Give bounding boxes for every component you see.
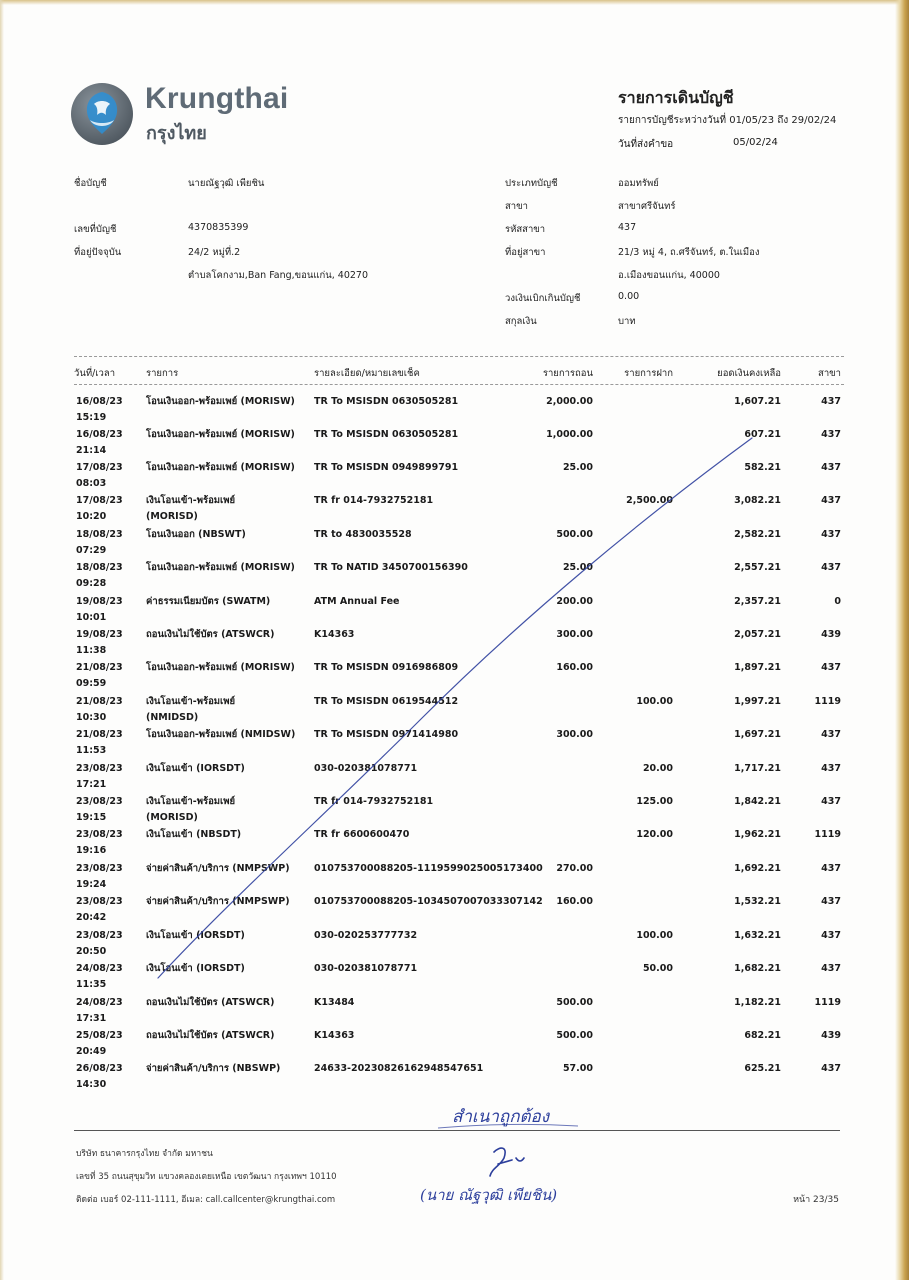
footer-rule	[74, 1130, 840, 1131]
row-transaction: ถอนเงินไม่ใช้บัตร (ATSWCR)	[146, 997, 275, 1008]
table-row	[0, 560, 909, 593]
row-transaction: เงินโอนเข้า-พร้อมเพย์ (MORISD)	[146, 796, 236, 823]
table-row	[0, 460, 909, 493]
account-number-value: 4370835399	[188, 222, 249, 233]
row-transaction: ถอนเงินไม่ใช้บัตร (ATSWCR)	[146, 629, 275, 640]
row-detail: TR To MSISDN 0619544512	[314, 696, 459, 707]
account-type-label: ประเภทบัญชี	[505, 178, 558, 189]
branch-label: สาขา	[505, 201, 528, 212]
overdraft-value: 0.00	[618, 291, 640, 302]
row-balance: 682.21	[744, 1030, 781, 1041]
table-row	[0, 493, 909, 526]
row-detail: TR fr 6600600470	[314, 829, 410, 840]
table-row	[0, 928, 909, 961]
row-date: 19/08/23 10:01	[76, 596, 123, 623]
branch-code-label: รหัสสาขา	[505, 224, 546, 235]
row-date: 23/08/23 20:50	[76, 930, 123, 957]
row-detail: TR fr 014-7932752181	[314, 796, 434, 807]
signature-certify-text: สำเนาถูกต้อง	[452, 1107, 550, 1127]
row-withdraw: 300.00	[556, 629, 593, 640]
row-date: 23/08/23 20:42	[76, 896, 123, 923]
row-transaction: จ่ายค่าสินค้า/บริการ (NMPSWP)	[146, 863, 290, 874]
row-branch: 437	[821, 495, 841, 506]
row-transaction: เงินโอนเข้า (IORSDT)	[146, 963, 245, 974]
branch-value: สาขาศรีจันทร์	[618, 201, 676, 212]
document-title: รายการเดินบัญชี	[618, 88, 734, 107]
row-date: 21/08/23 10:30	[76, 696, 123, 723]
table-row	[0, 761, 909, 794]
table-row	[0, 1061, 909, 1094]
row-date: 21/08/23 11:53	[76, 729, 123, 756]
row-withdraw: 270.00	[556, 863, 593, 874]
row-transaction: ถอนเงินไม่ใช้บัตร (ATSWCR)	[146, 1030, 275, 1041]
row-withdraw: 500.00	[556, 997, 593, 1008]
row-withdraw: 200.00	[556, 596, 593, 607]
row-date: 25/08/23 20:49	[76, 1030, 123, 1057]
row-detail: TR To MSISDN 0916986809	[314, 662, 459, 673]
row-detail: K14363	[314, 629, 355, 640]
row-branch: 437	[821, 863, 841, 874]
row-balance: 1,997.21	[734, 696, 781, 707]
row-withdraw: 500.00	[556, 529, 593, 540]
table-row	[0, 594, 909, 627]
row-transaction: โอนเงินออก-พร้อมเพย์ (MORISW)	[146, 429, 295, 440]
row-balance: 582.21	[744, 462, 781, 473]
account-number-label: เลขที่บัญชี	[74, 224, 117, 235]
row-deposit: 120.00	[636, 829, 673, 840]
row-date: 24/08/23 17:31	[76, 997, 123, 1024]
row-balance: 3,082.21	[734, 495, 781, 506]
table-row	[0, 394, 909, 427]
signature-underline	[438, 1124, 578, 1128]
row-balance: 1,182.21	[734, 997, 781, 1008]
account-name-label: ชื่อบัญชี	[74, 178, 107, 189]
row-balance: 1,842.21	[734, 796, 781, 807]
row-deposit: 2,500.00	[626, 495, 673, 506]
currency-value: บาท	[618, 316, 636, 327]
row-branch: 437	[821, 763, 841, 774]
footer-company: บริษัท ธนาคารกรุงไทย จำกัด มหาชน	[76, 1149, 213, 1159]
row-date: 23/08/23 19:24	[76, 863, 123, 890]
row-date: 24/08/23 11:35	[76, 963, 123, 990]
address-label: ที่อยู่ปัจจุบัน	[74, 247, 122, 258]
table-row	[0, 694, 909, 727]
row-branch: 437	[821, 529, 841, 540]
table-row	[0, 794, 909, 827]
row-branch: 437	[821, 963, 841, 974]
row-deposit: 20.00	[642, 763, 673, 774]
table-row	[0, 627, 909, 660]
row-balance: 1,717.21	[734, 763, 781, 774]
overdraft-label: วงเงินเบิกเกินบัญชี	[505, 293, 581, 304]
row-transaction: เงินโอนเข้า (IORSDT)	[146, 930, 245, 941]
row-withdraw: 57.00	[562, 1063, 593, 1074]
row-branch: 437	[821, 1063, 841, 1074]
row-transaction: โอนเงินออก-พร้อมเพย์ (MORISW)	[146, 562, 295, 573]
row-detail: K13484	[314, 997, 355, 1008]
branch-code-value: 437	[618, 222, 637, 233]
row-balance: 625.21	[744, 1063, 781, 1074]
signature-name-text: (นาย ณัฐวุฒิ เพียชิน)	[420, 1186, 558, 1204]
row-transaction: โอนเงินออก-พร้อมเพย์ (NMIDSW)	[146, 729, 296, 740]
col-deposit: รายการฝาก	[624, 368, 673, 379]
row-branch: 439	[821, 1030, 841, 1041]
row-branch: 1119	[814, 696, 841, 707]
row-branch: 437	[821, 462, 841, 473]
branch-address-label: ที่อยู่สาขา	[505, 247, 546, 258]
table-row	[0, 1028, 909, 1061]
row-deposit: 125.00	[636, 796, 673, 807]
footer-address: เลขที่ 35 ถนนสุขุมวิท แขวงคลองเตยเหนือ เขตวัฒนา กรุงเทพฯ 10110	[76, 1172, 337, 1182]
scan-edge-top	[0, 0, 909, 5]
row-detail: TR to 4830035528	[314, 529, 412, 540]
row-date: 17/08/23 08:03	[76, 462, 123, 489]
row-date: 18/08/23 07:29	[76, 529, 123, 556]
row-date: 16/08/23 21:14	[76, 429, 123, 456]
row-deposit: 50.00	[642, 963, 673, 974]
row-date: 19/08/23 11:38	[76, 629, 123, 656]
row-deposit: 100.00	[636, 930, 673, 941]
row-detail: K14363	[314, 1030, 355, 1041]
row-withdraw: 160.00	[556, 896, 593, 907]
table-row	[0, 427, 909, 460]
signature-scribble	[490, 1148, 524, 1176]
row-branch: 437	[821, 396, 841, 407]
row-branch: 437	[821, 662, 841, 673]
row-balance: 2,582.21	[734, 529, 781, 540]
row-withdraw: 1,000.00	[546, 429, 593, 440]
row-transaction: โอนเงินออก-พร้อมเพย์ (MORISW)	[146, 662, 295, 673]
row-balance: 1,632.21	[734, 930, 781, 941]
statement-period: รายการบัญชีระหว่างวันที่ 01/05/23 ถึง 29/02/24	[618, 115, 837, 126]
account-type-value: ออมทรัพย์	[618, 178, 659, 189]
row-balance: 2,557.21	[734, 562, 781, 573]
row-branch: 1119	[814, 997, 841, 1008]
col-transaction: รายการ	[146, 368, 179, 379]
table-row	[0, 727, 909, 760]
row-detail: TR fr 014-7932752181	[314, 495, 434, 506]
row-detail: TR To MSISDN 0630505281	[314, 429, 459, 440]
row-transaction: จ่ายค่าสินค้า/บริการ (NMPSWP)	[146, 896, 290, 907]
row-detail: 24633-20230826162948547651	[314, 1063, 484, 1074]
table-row	[0, 995, 909, 1028]
address-line2: ตำบลโคกงาม,Ban Fang,ขอนแก่น, 40270	[188, 270, 369, 281]
table-row	[0, 527, 909, 560]
branch-address-line2: อ.เมืองขอนแก่น, 40000	[618, 270, 720, 281]
row-branch: 0	[834, 596, 841, 607]
col-balance: ยอดเงินคงเหลือ	[717, 368, 781, 379]
krungthai-logo-icon	[70, 82, 134, 146]
row-balance: 607.21	[744, 429, 781, 440]
row-balance: 1,692.21	[734, 863, 781, 874]
row-date: 17/08/23 10:20	[76, 495, 123, 522]
branch-address-line1: 21/3 หมู่ 4, ถ.ศรีจันทร์, ต.ในเมือง	[618, 247, 760, 258]
row-detail: 030-020381078771	[314, 963, 418, 974]
row-balance: 1,682.21	[734, 963, 781, 974]
row-transaction: จ่ายค่าสินค้า/บริการ (NBSWP)	[146, 1063, 281, 1074]
col-detail: รายละเอียด/หมายเลขเช็ค	[314, 368, 420, 379]
row-transaction: ค่าธรรมเนียมบัตร (SWATM)	[146, 596, 271, 607]
row-balance: 1,532.21	[734, 896, 781, 907]
row-withdraw: 160.00	[556, 662, 593, 673]
row-transaction: โอนเงินออก-พร้อมเพย์ (MORISW)	[146, 396, 295, 407]
table-header-rule	[74, 384, 844, 385]
row-balance: 1,697.21	[734, 729, 781, 740]
brand-name-th: กรุงไทย	[146, 123, 207, 144]
table-row	[0, 894, 909, 927]
row-withdraw: 25.00	[562, 562, 593, 573]
page-number: หน้า 23/35	[793, 1195, 839, 1205]
col-branch: สาขา	[818, 368, 841, 379]
table-row	[0, 861, 909, 894]
row-balance: 2,357.21	[734, 596, 781, 607]
row-detail: TR To NATID 3450700156390	[314, 562, 468, 573]
account-name-value: นายณัฐวุฒิ เพียชิน	[188, 178, 265, 189]
row-transaction: โอนเงินออก (NBSWT)	[146, 529, 246, 540]
row-detail: TR To MSISDN 0949899791	[314, 462, 459, 473]
brand-name-en: Krungthai	[145, 82, 289, 115]
row-date: 23/08/23 19:16	[76, 829, 123, 856]
row-branch: 437	[821, 930, 841, 941]
row-date: 26/08/23 14:30	[76, 1063, 123, 1090]
row-transaction: เงินโอนเข้า-พร้อมเพย์ (NMIDSD)	[146, 696, 236, 723]
row-date: 23/08/23 17:21	[76, 763, 123, 790]
row-detail: 030-020253777732	[314, 930, 418, 941]
row-detail: ATM Annual Fee	[314, 596, 400, 607]
row-balance: 1,897.21	[734, 662, 781, 673]
request-date-value: 05/02/24	[733, 137, 778, 148]
table-row	[0, 961, 909, 994]
row-branch: 437	[821, 796, 841, 807]
row-balance: 1,962.21	[734, 829, 781, 840]
row-transaction: เงินโอนเข้า-พร้อมเพย์ (MORISD)	[146, 495, 236, 522]
row-transaction: โอนเงินออก-พร้อมเพย์ (MORISW)	[146, 462, 295, 473]
row-withdraw: 300.00	[556, 729, 593, 740]
row-detail: 010753700088205-1034507007033307142	[314, 896, 543, 907]
row-branch: 437	[821, 729, 841, 740]
row-date: 16/08/23 15:19	[76, 396, 123, 423]
col-datetime: วันที่/เวลา	[74, 368, 116, 379]
row-detail: 030-020381078771	[314, 763, 418, 774]
row-date: 21/08/23 09:59	[76, 662, 123, 689]
table-top-rule	[74, 356, 844, 357]
row-detail: 010753700088205-1119599025005173400	[314, 863, 543, 874]
row-date: 18/08/23 09:28	[76, 562, 123, 589]
currency-label: สกุลเงิน	[505, 316, 537, 327]
row-branch: 437	[821, 429, 841, 440]
row-deposit: 100.00	[636, 696, 673, 707]
col-withdraw: รายการถอน	[542, 368, 593, 379]
row-balance: 1,607.21	[734, 396, 781, 407]
table-row	[0, 660, 909, 693]
row-detail: TR To MSISDN 0630505281	[314, 396, 459, 407]
address-line1: 24/2 หมู่ที่.2	[188, 247, 241, 258]
table-row	[0, 827, 909, 860]
row-branch: 437	[821, 562, 841, 573]
row-branch: 439	[821, 629, 841, 640]
row-withdraw: 25.00	[562, 462, 593, 473]
row-balance: 2,057.21	[734, 629, 781, 640]
row-transaction: เงินโอนเข้า (IORSDT)	[146, 763, 245, 774]
row-branch: 437	[821, 896, 841, 907]
row-withdraw: 2,000.00	[546, 396, 593, 407]
footer-contact: ติดต่อ เบอร์ 02-111-1111, อีเมล: call.callcenter@krungthai.com	[76, 1195, 336, 1205]
row-date: 23/08/23 19:15	[76, 796, 123, 823]
row-detail: TR To MSISDN 0971414980	[314, 729, 459, 740]
row-branch: 1119	[814, 829, 841, 840]
row-transaction: เงินโอนเข้า (NBSDT)	[146, 829, 242, 840]
request-date-label: วันที่ส่งคำขอ	[618, 139, 674, 150]
row-withdraw: 500.00	[556, 1030, 593, 1041]
